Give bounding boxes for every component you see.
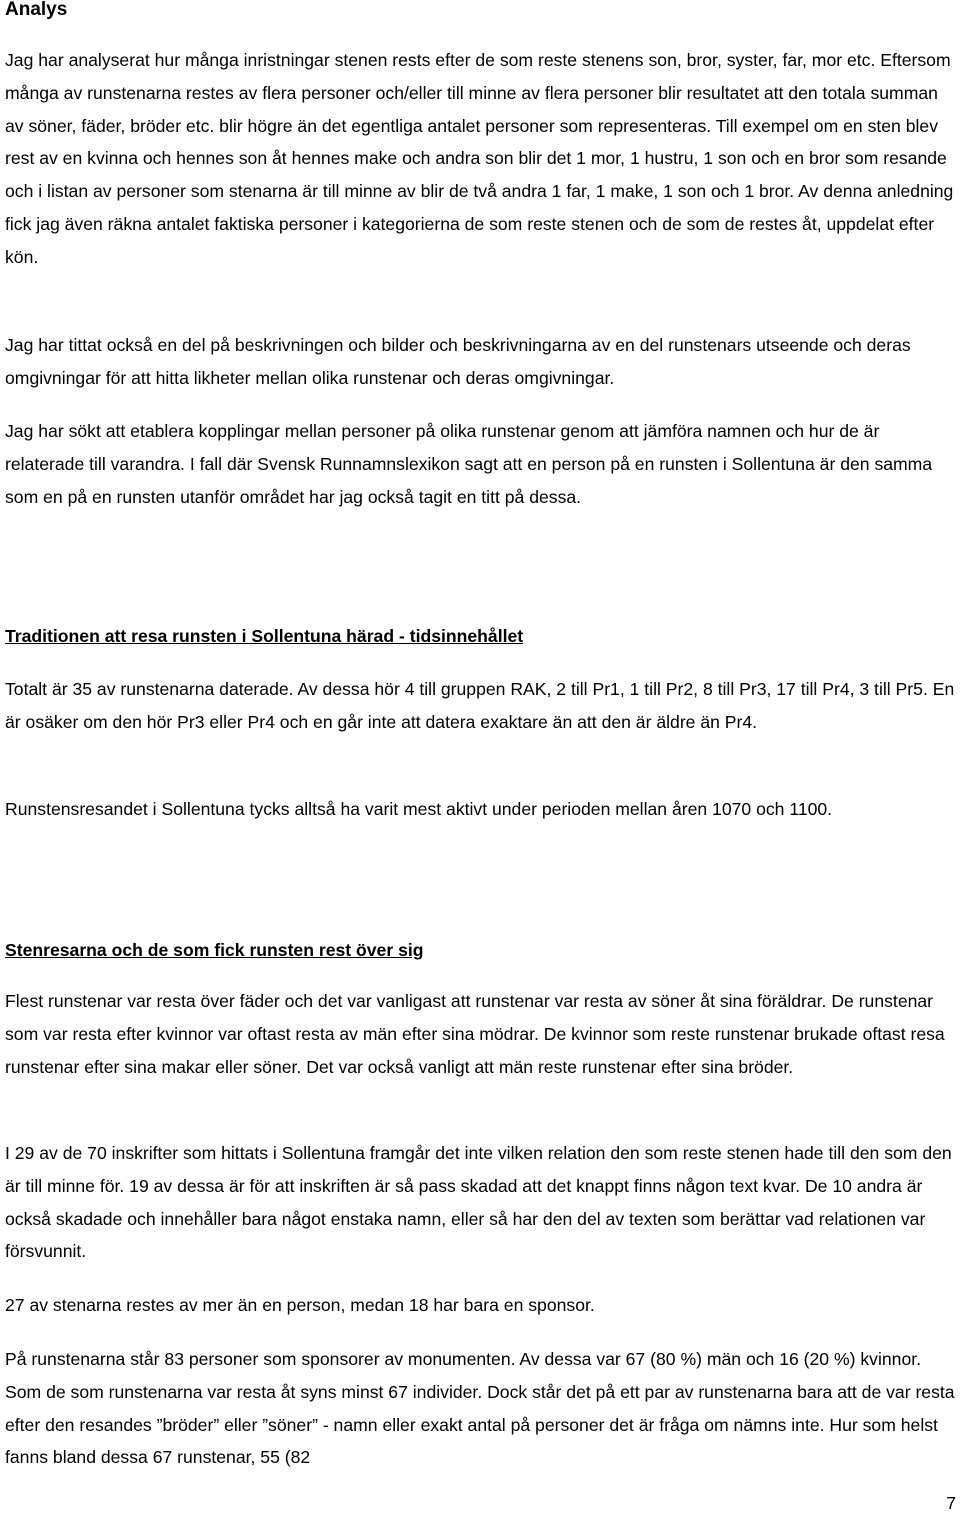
paragraph-tradition-1: Totalt är 35 av runstenarna daterade. Av dessa hör 4 till gruppen RAK, 2 till Pr1, 1 till Pr2, 8 till Pr3, 17 till Pr4, 3 till Pr5. En är osäker om den hör Pr3 eller Pr4 och en går inte att datera exaktare än att den är äldre än Pr4.: [5, 679, 955, 732]
paragraph-stenresarna-3: 27 av stenarna restes av mer än en person, medan 18 har bara en sponsor.: [5, 1295, 595, 1315]
paragraph-analys-2: Jag har tittat också en del på beskrivningen och bilder och beskrivningarna av en del runstenars utseende och deras omgivningar för att hitta likheter mellan olika runstenar och deras omgivningar.: [5, 335, 911, 388]
paragraph-stenresarna-4: På runstenarna står 83 personer som sponsorer av monumenten. Av dessa var 67 (80 %) män och 16 (20 %) kvinnor. Som de som runstenarna var resta åt syns minst 67 individer. Dock står det på ett par av runstenarna bara att de var resta efter den resandes ”bröder” eller ”söner” - namn eller exakt antal på personer det är fråga om nämns inte. Hur som helst fanns bland dessa 67 runstenar, 55 (82: [5, 1349, 955, 1468]
page-number: 7: [946, 1493, 956, 1513]
heading-tradition: Traditionen att resa runsten i Sollentuna härad - tidsinnehållet: [5, 626, 524, 646]
paragraph-analys-1: Jag har analyserat hur många inristningar stenen rests efter de som reste stenens son, bror, syster, far, mor etc. Eftersom många av runstenarna restes av flera personer och/eller till minne av flera personer blir resultatet att den totala summan av söner, fäder, bröder etc. blir högre än det egentliga antalet personer som representeras. Till exempel om en sten blev rest av en kvinna och hennes son åt hennes make och andra son blir det 1 mor, 1 hustru, 1 son och en bror som resande och i listan av personer som stenarna är till minne av blir de två andra 1 far, 1 make, 1 son och 1 bror. Av denna anledning fick jag även räkna antalet faktiska personer i kategorierna de som reste stenen och de som de restes åt, uppdelat efter kön.: [5, 50, 954, 267]
paragraph-stenresarna-1: Flest runstenar var resta över fäder och det var vanligast att runstenar var resta av söner åt sina föräldrar. De runstenar som var resta efter kvinnor var oftast resta av män efter sina mödrar. De kvinnor som reste runstenar brukade oftast resa runstenar efter sina makar eller söner. Det var också vanligt att män reste runstenar efter sina bröder.: [5, 991, 945, 1077]
heading-stenresarna: Stenresarna och de som fick runsten rest över sig: [5, 940, 424, 960]
paragraph-analys-3: Jag har sökt att etablera kopplingar mellan personer på olika runstenar genom att jämföra namnen och hur de är relaterade till varandra. I fall där Svensk Runnamnslexikon sagt att en person på en runsten i Sollentuna är den samma som en på en runsten utanför området har jag också tagit en titt på dessa.: [5, 421, 933, 507]
paragraph-stenresarna-2: I 29 av de 70 inskrifter som hittats i Sollentuna framgår det inte vilken relation den som reste stenen hade till den som den är till minne för. 19 av dessa är för att inskriften är så pass skadad att det knappt finns någon text kvar. De 10 andra är också skadade och innehåller bara något enstaka namn, eller så har den del av texten som berättar vad relationen var försvunnit.: [5, 1143, 952, 1262]
heading-analys: Analys: [5, 0, 68, 20]
paragraph-tradition-2: Runstensresandet i Sollentuna tycks alltså ha varit mest aktivt under perioden mellan åren 1070 och 1100.: [5, 799, 833, 819]
